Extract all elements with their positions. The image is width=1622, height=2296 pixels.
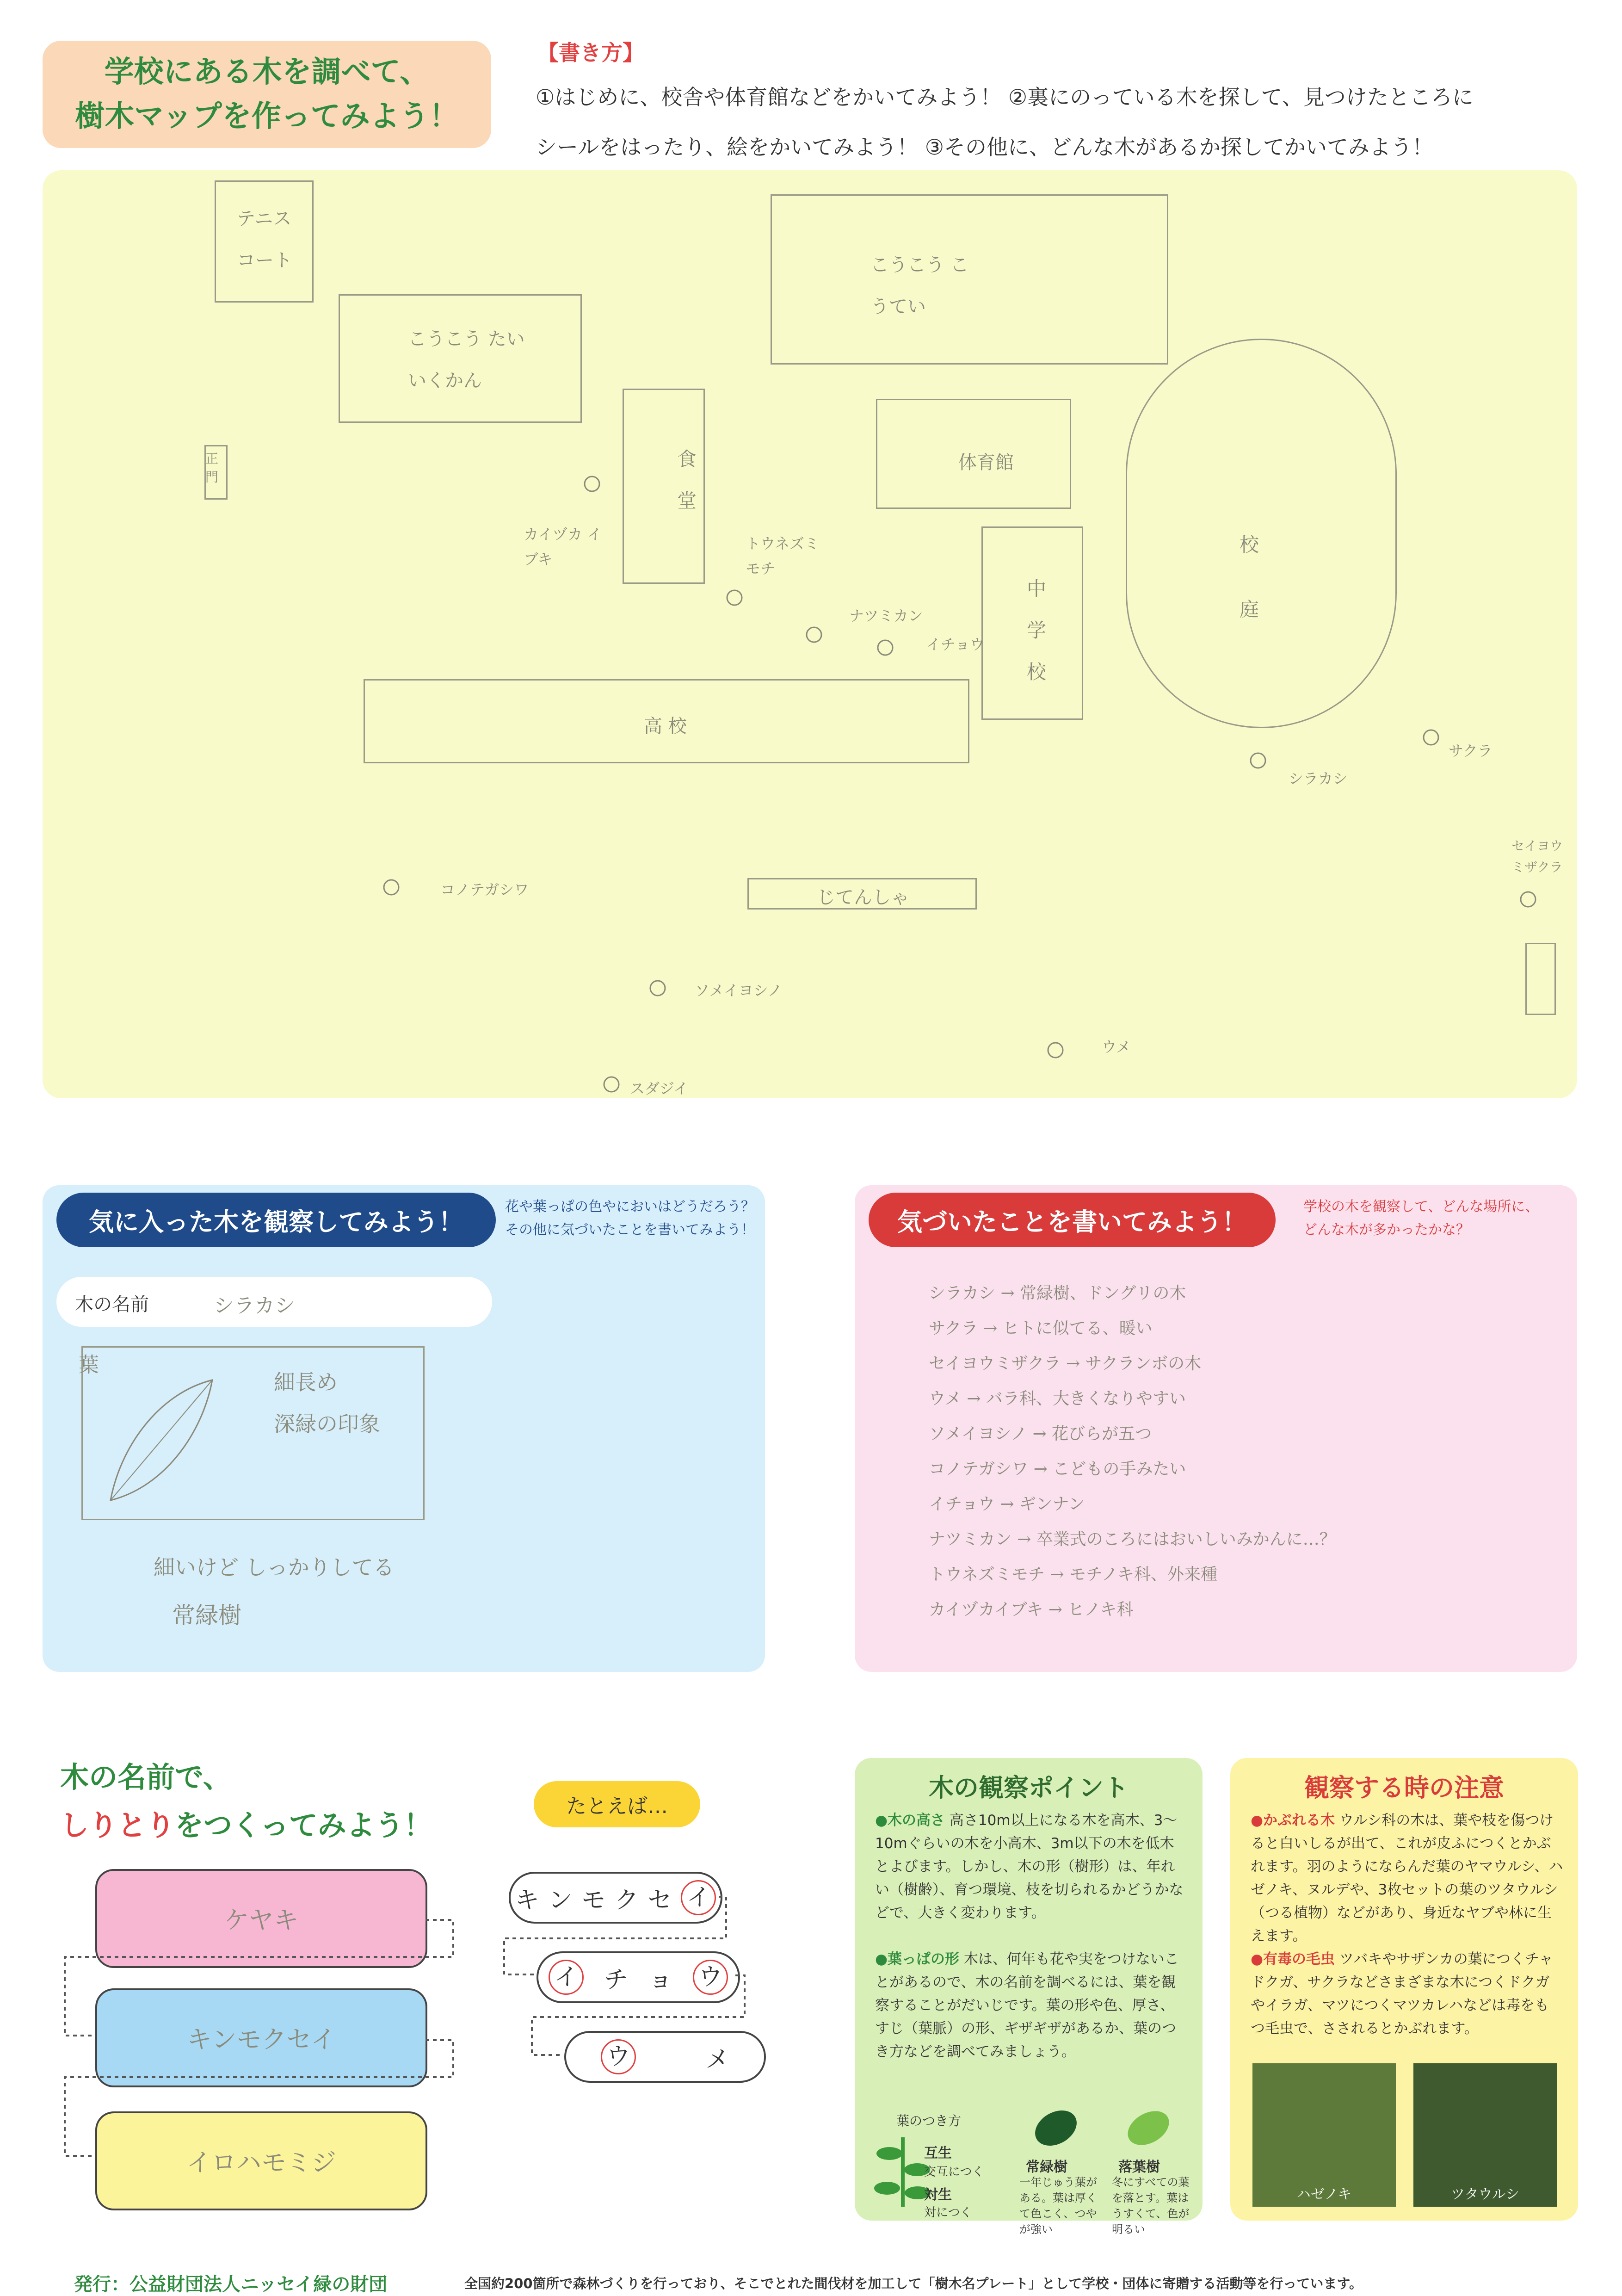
shokudo-label: 食 堂 <box>677 448 697 512</box>
photo-tsutaurushi-caption: ツタウルシ <box>1450 2186 1520 2203</box>
title-line2: 樹木マップを作ってみよう！ <box>75 99 459 134</box>
shiritori-answer-2: キンモクセイ <box>187 2025 336 2054</box>
shiritori-title2-red: しりとり <box>60 1808 175 1842</box>
kouko-gym-label: こうこう たいいくかん <box>408 328 525 391</box>
alternate-label: 互生 <box>924 2145 952 2161</box>
observe-comment2: 常緑樹 <box>172 1602 241 1629</box>
notice-line: イチョウ → ギンナン <box>929 1495 1085 1514</box>
points-leaf-title: ●葉っぱの形 <box>875 1951 960 1968</box>
tree-map <box>43 170 1577 1098</box>
notice-panel <box>855 1185 1577 1672</box>
photo-tsutaurushi <box>1413 2063 1557 2207</box>
leaf-attach-label: 葉のつき方 <box>896 2113 962 2129</box>
notice-line: ウメ → バラ科、大きくなりやすい <box>929 1389 1186 1408</box>
deciduous-desc: 冬にすべての葉を落とす。葉はうすくて、色が明るい <box>1112 2176 1190 2236</box>
ex2-first: イ <box>549 1960 584 1995</box>
observe-panel <box>43 1185 765 1672</box>
howto-text <box>536 72 1576 172</box>
tree-name-label: 木の名前 <box>75 1294 149 1315</box>
howto-heading: 【書き方】 <box>537 40 644 65</box>
points-heading: 木の観察ポイント <box>929 1773 1129 1802</box>
notice-line: ナツミカン → 卒業式のころにはおいしいみかんに…？ <box>929 1530 1336 1549</box>
caution-rash-text: ウルシ科の木は、葉や枝を傷つけると白いしるが出て、これが皮ふにつくとかぶれます。羽のようにならんだ葉のヤマウルシ、ハゼノキ、ヌルデや、3枚セットの葉のツタウルシ（つる植物）などがあり、身近なヤブや林に生えます。 <box>1251 1812 1563 1944</box>
notice-line: コノテガシワ → こどもの手みたい <box>929 1460 1186 1479</box>
deciduous-label: 落葉樹 <box>1118 2159 1160 2175</box>
observe-comment1: 細いけど しっかりしてる <box>154 1555 395 1580</box>
ex2-c2: ョ <box>648 1966 672 1994</box>
ex1-c2: ン <box>548 1886 573 1914</box>
tree-sudajii: スダジイ <box>630 1080 689 1097</box>
howto-line1: ①はじめに、校舎や体育館などをかいてみよう！ ②裏にのっている木を探して、見つけたところに <box>536 85 1474 110</box>
observe-note1: 花や葉っぱの色やにおいはどうだろう？ <box>505 1199 755 1215</box>
notice-notes <box>1303 1195 1539 1242</box>
tree-kaizuka: カイヅカ イブキ <box>524 526 602 568</box>
shiritori-title1: 木の名前で、 <box>60 1760 232 1794</box>
notice-heading: 気づいたことを書いてみよう！ <box>869 1193 1276 1247</box>
tree-sakura: サクラ <box>1449 742 1492 760</box>
ex1-c1: キ <box>515 1886 539 1914</box>
ex1-c4: ク <box>614 1886 639 1914</box>
notice-line: トウネズミモチ → モチノキ科、外来種 <box>929 1565 1218 1584</box>
points-height-text: 高さ10m以上になる木を高木、3〜10mぐらいの木を小高木、3m以下の木を低木とよびます。しかし、木の形（樹形）は、年れい（樹齢）、育つ環境、枝を切られるかどうかなどで、大きく変わります。 <box>875 1812 1184 1921</box>
ex1-c5: セ <box>648 1886 672 1914</box>
observe-notes <box>505 1195 755 1242</box>
jitensha-label: じてんしゃ <box>817 887 909 908</box>
deciduous-leaf-icon <box>1123 2105 1174 2151</box>
caution-bug-text: ツバキやサザンカの葉につくチャドクガ、サクラなどさまざまな木につくドクガやイラガ、マツにつくマツカレハなどは毒をもつ毛虫で、さされるとかぶれます。 <box>1251 1951 1554 2037</box>
observe-heading: 気に入った木を観察してみよう！ <box>56 1193 496 1247</box>
footer-publisher: 発行：公益財団法人ニッセイ緑の財団 <box>74 2274 388 2295</box>
tree-someiyoshino: ソメイヨシノ <box>695 982 783 999</box>
photo-hazenoki-caption: ハゼノキ <box>1296 2186 1352 2203</box>
alternate-desc: 交互につく <box>924 2165 984 2179</box>
tree-name-field[interactable] <box>56 1277 492 1327</box>
observation-points-panel <box>855 1758 1203 2236</box>
opposite-label: 対生 <box>924 2187 952 2203</box>
opposite-desc: 対につく <box>924 2206 972 2220</box>
kotei-label: 校 庭 <box>1239 533 1259 621</box>
shiritori-title2-rest: をつくってみよう！ <box>175 1808 432 1842</box>
tree-marker-circles <box>43 170 1577 1098</box>
notice-line: カイヅカイブキ → ヒノキ科 <box>929 1600 1134 1619</box>
shiritori-connectors <box>56 1911 472 2170</box>
chugakko-label: 中 学 校 <box>1026 577 1046 683</box>
taiikukan-label: 体育館 <box>958 452 1014 473</box>
tennis-court-label: テニス コート <box>237 208 292 271</box>
ex1-last: イ <box>681 1880 716 1915</box>
notice-note1: 学校の木を観察して、どんな場所に、 <box>1303 1199 1539 1215</box>
notice-line: セイヨウミザクラ → サクランボの木 <box>929 1354 1202 1373</box>
notice-line: ソメイヨシノ → 花びらが五つ <box>929 1424 1152 1443</box>
ex3-first: ウ <box>601 2039 636 2074</box>
tree-icho: イチョウ <box>926 636 985 653</box>
ex2-last: ウ <box>693 1960 728 1995</box>
tree-tounezumi: トウネズミ モチ <box>746 535 820 577</box>
evergreen-leaf-icon <box>1030 2105 1081 2151</box>
leaf-sketch-icon <box>101 1375 222 1505</box>
caution-bug-title: ●有毒の毛虫 <box>1251 1951 1335 1968</box>
caution-rash <box>1251 1809 1563 1948</box>
points-leaf-text: 木は、何年も花や実をつけないことがあるので、木の名前を調べるには、葉を観察することがだいじです。葉の形や色、厚さ、すじ（葉脈）の形、ギザギザがあるか、葉のつき方などを調べてみましょう。 <box>875 1951 1179 2060</box>
leaf-desc1: 細長め <box>274 1370 338 1395</box>
footer-description: 全国約200箇所で森林づくりを行っており、そこでとれた間伐材を加工して「樹木名プレート」として学校・団体に寄贈する活動等を行っています。 <box>464 2276 1363 2291</box>
notice-lines <box>929 1276 1558 1628</box>
shiritori-title <box>60 1753 432 1850</box>
shiritori-answer-1: ケヤキ <box>224 1906 299 1935</box>
shiritori-title2 <box>60 1801 432 1850</box>
ex3-c1: メ <box>705 2045 729 2073</box>
leaf-desc2: 深緑の印象 <box>274 1411 380 1436</box>
koko-label: 高 校 <box>644 716 687 737</box>
tree-seiyou-misakura: セイヨウ ミザクラ <box>1511 838 1563 875</box>
notice-note2: どんな木が多かったかな？ <box>1303 1222 1470 1238</box>
photo-hazenoki <box>1252 2063 1396 2207</box>
evergreen-desc: 一年じゅう葉がある。葉は厚くて色こく、つやが強い <box>1019 2176 1097 2236</box>
observe-note2: その他に気づいたことを書いてみよう！ <box>505 1222 755 1238</box>
title-line1: 学校にある木を調べて、 <box>104 55 430 89</box>
ex1-c3: モ <box>581 1886 606 1914</box>
evergreen-label: 常緑樹 <box>1026 2159 1067 2175</box>
shiritori-answer-3: イロハモミジ <box>186 2148 336 2177</box>
leaf-label: 葉 <box>79 1353 99 1377</box>
seimon-label: 正門 <box>205 451 219 485</box>
tree-name-value: シラカシ <box>214 1294 295 1318</box>
points-height-title: ●木の高さ <box>875 1812 945 1829</box>
caution-rash-title: ●かぶれる木 <box>1251 1812 1335 1829</box>
ex2-c1: チ <box>604 1966 628 1994</box>
points-height <box>875 1809 1188 1925</box>
tree-natsumikan: ナツミカン <box>849 607 923 625</box>
caution-bug <box>1251 1948 1563 2040</box>
notice-line: シラカシ → 常緑樹、ドングリの木 <box>929 1284 1186 1303</box>
example-label: たとえば… <box>534 1781 700 1827</box>
kouko-yard-label: こうこう こうてい <box>870 254 969 317</box>
howto-line2: シールをはったり、絵をかいてみよう！ ③その他に、どんな木があるか探してかいてみよう！ <box>536 135 1433 160</box>
notice-line: サクラ → ヒトに似てる、暖い <box>929 1319 1153 1338</box>
tree-ume: ウメ <box>1102 1038 1131 1056</box>
title-box <box>43 41 491 148</box>
tree-shirakashi: シラカシ <box>1289 770 1348 787</box>
points-leaf <box>875 1948 1188 2063</box>
caution-heading: 観察する時の注意 <box>1304 1773 1504 1802</box>
caution-panel <box>1230 1758 1578 2221</box>
example-connectors <box>495 1888 772 2082</box>
tree-konotegashiwa: コノテガシワ <box>440 881 529 898</box>
